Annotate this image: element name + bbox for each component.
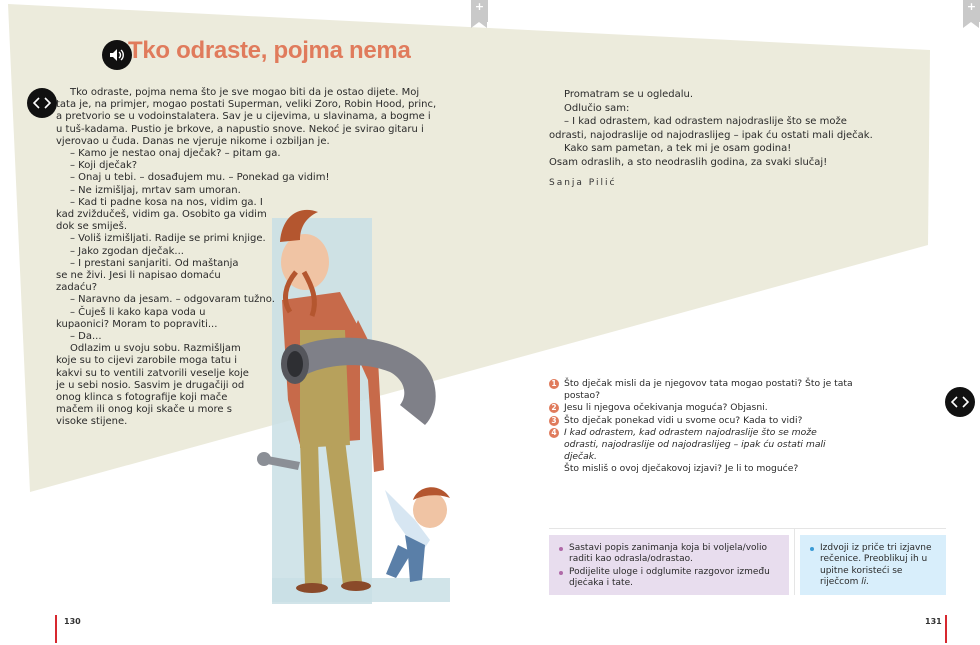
question-number: 3 xyxy=(549,416,559,426)
speaker-icon xyxy=(109,48,125,62)
task-list-left xyxy=(558,543,783,591)
question-item xyxy=(549,427,854,476)
question-text: Što misliš o ovoj dječakovoj izjavi? Je li to moguće? xyxy=(564,463,799,475)
page-marker-right xyxy=(945,615,947,643)
nav-prev-button[interactable] xyxy=(27,88,57,118)
task-text: Izdvoji iz priče tri izjavne rečenice. Preoblikuj ih u upitne koristeći se riječcom xyxy=(820,543,932,588)
story-paragraph: Tko odraste, pojma nema što je sve mogao biti da je ostao dijete. Moj tata je, na primjer, mogao postati Superman, veliki Zoro, Robin Hood, princ, a pretvorio se u vodoinstalatera. Sav je u cijevima, u slavinama, a bogme i u tuš-kadama. Pustio je brkove, a napustio snove. Nekoć je svirao gitaru i vjerovao u čuda. Danas ne vjeruje nikome i ozbiljan je. xyxy=(56,87,437,147)
story-line: Kako sam pametan, a tek mi je osam godina! xyxy=(564,143,792,155)
task-item: Podijelite uloge i odglumite razgovor između djeċaka i tate. xyxy=(558,567,783,590)
story-line: Promatram se u ogledalu. xyxy=(564,89,694,100)
task-list-right xyxy=(809,543,941,590)
story-paragraph: Odlazim u svoju sobu. Razmišljam koje su to cijevi zarobile moga tatu i kakvi su to ventili zatvorili veselje koje je u sebi nosio. Sasvim je drugačiji od onog klinca s fotografije koji mače mačem ili onog koji skače u more s visoke stijene. xyxy=(56,343,249,428)
bookmark-symbol: + xyxy=(966,0,977,13)
story-dialogue: – Ne izmišljaj, mrtav sam umoran. xyxy=(70,184,241,196)
story-ending xyxy=(549,88,879,170)
story-dialogue: – Čuješ li kako kapa voda u kupaonici? Moram to popraviti... xyxy=(56,306,218,330)
question-number: 4 xyxy=(549,428,559,438)
story-line: Odlučio sam: xyxy=(564,102,630,114)
question-text: Što dječak ponekad vidi u svome ocu? Kada to vidi? xyxy=(564,414,803,426)
question-number: 1 xyxy=(549,379,559,389)
story-dialogue: – Da... xyxy=(70,331,102,343)
question-item xyxy=(549,402,889,414)
code-arrows-icon xyxy=(33,96,51,110)
page-title: Tko odraste, pojma nema xyxy=(128,37,411,64)
divider xyxy=(794,528,795,595)
code-arrows-icon xyxy=(951,395,969,409)
question-item xyxy=(549,378,889,402)
task-item: Sastavi popis zanimanja koja bi voljela/volio raditi kao odrasla/odrastao. xyxy=(558,543,783,566)
story-dialogue: – Naravno da jesam. – odgovaram tužno. xyxy=(70,294,275,306)
story-dialogue: – Onaj u tebi. – dosađujem mu. – Ponekad ga vidim! xyxy=(70,172,330,184)
boy xyxy=(385,487,450,582)
question-number: 2 xyxy=(549,403,559,413)
task-text-italic: li. xyxy=(861,577,870,588)
question-text: Jesu li njegova očekivanja moguća? Objasni. xyxy=(564,402,768,414)
story-dialogue: – Voliš izmišljati. Radije se primi knjige. xyxy=(70,233,266,245)
story-dialogue: – Koji dječak? xyxy=(70,160,138,172)
bookmark-symbol: + xyxy=(474,0,485,13)
story-dialogue: – Kamo je nestao onaj dječak? – pitam ga. xyxy=(70,148,281,160)
questions-list xyxy=(549,378,889,476)
page-number-left: 130 xyxy=(64,617,81,626)
page-number-right: 131 xyxy=(925,617,942,626)
question-quote: I kad odrastem, kad odrastem najodraslije što se može odrasti, najodraslije od najodraslijeg – ipak ću ostati mali dječak. xyxy=(564,426,826,463)
question-text: Što dječak misli da je njegovov tata mogao postati? Što je tata postao? xyxy=(564,378,853,402)
author-name: Sanja Pilić xyxy=(549,178,617,188)
story-text xyxy=(56,87,446,429)
page-marker-left xyxy=(55,615,57,643)
story-dialogue: – I prestani sanjariti. Od maštanja se ne živi. Jesi li napisao domaću zadaću? xyxy=(56,257,239,294)
question-item xyxy=(549,415,889,427)
task-item xyxy=(809,543,941,589)
story-line: – I kad odrastem, kad odrastem najodraslije što se može odrasti, najodraslije od najodraslijeg – ipak ću ostati mali dječak. xyxy=(549,116,873,141)
divider xyxy=(549,528,946,529)
story-dialogue: – Kad ti padne kosa na nos, vidim ga. I kad zviždučeš, vidim ga. Osobito ga vidim dok se smiješ. xyxy=(56,196,267,233)
story-line: Osam odraslih, a sto neodraslih godina, za svaki slučaj! xyxy=(549,156,828,168)
story-dialogue: – Jako zgodan dječak... xyxy=(70,245,184,257)
nav-next-button[interactable] xyxy=(945,387,975,417)
